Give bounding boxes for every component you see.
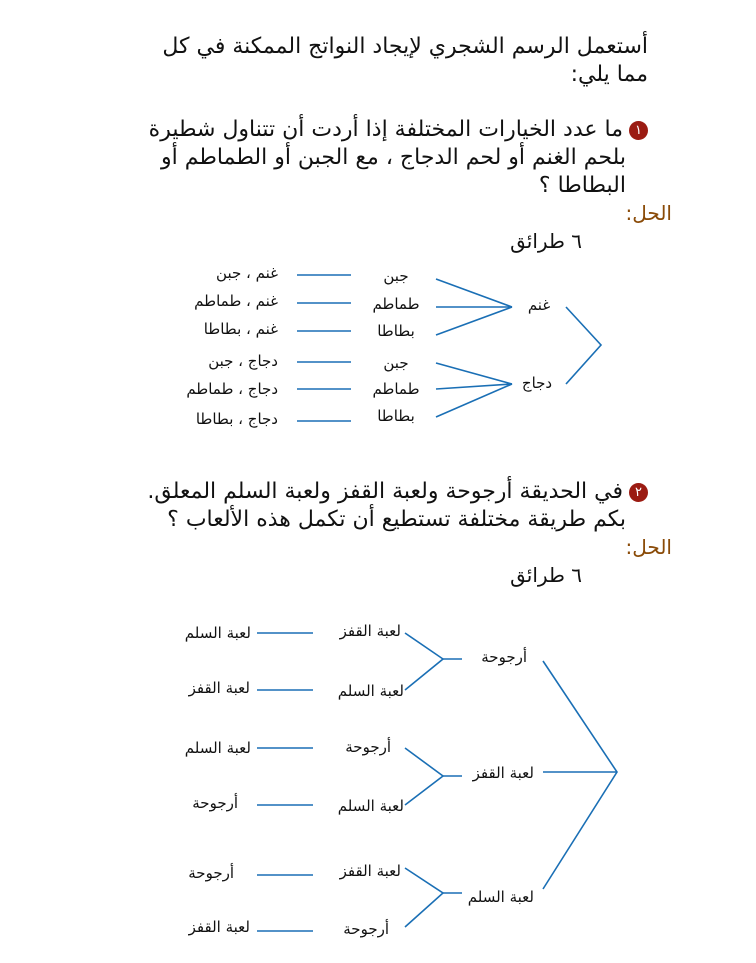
q1-outcome-6: دجاج ، بطاطا	[195, 410, 278, 428]
q1-branch-6: بطاطا	[377, 407, 415, 425]
q2-line-2: بكم طريقة مختلفة تستطيع أن تكمل هذه الألعاب ؟	[167, 507, 626, 532]
q1-branch-3: بطاطا	[377, 322, 415, 340]
q1-answer: ٦ طرائق	[510, 229, 582, 253]
q2-bracket-3	[405, 868, 443, 927]
q2-branch-1: لعبة القفز	[339, 622, 401, 640]
q2-answer: ٦ طرائق	[510, 563, 582, 587]
q1-outcome-3: غنم ، بطاطا	[203, 320, 278, 338]
q1-outcome-2: غنم ، طماطم	[194, 292, 278, 310]
q1-root-ghanam: غنم	[527, 296, 551, 314]
q1-outcome-5: دجاج ، طماطم	[186, 380, 278, 398]
q2-outcome-4: أرجوحة	[192, 794, 238, 812]
q1-branch-5: طماطم	[372, 380, 420, 398]
q2-branch-3: أرجوحة	[345, 738, 391, 756]
q2-branch-2: لعبة السلم	[337, 682, 404, 700]
q2-outcome-3: لعبة السلم	[184, 739, 251, 757]
q1-number-badge: ١	[629, 121, 648, 140]
q2-bracket-1	[405, 633, 443, 690]
q1-outcome-1: غنم ، جبن	[216, 264, 278, 282]
q2-root-bracket	[543, 661, 617, 889]
q1-root-dajaj: دجاج	[521, 374, 553, 392]
q1-text-1: ما عدد الخيارات المختلفة إذا أردت أن تتناول شطيرة	[148, 117, 623, 142]
q2-branch-4: لعبة السلم	[337, 797, 404, 815]
q2-root-1: أرجوحة	[481, 648, 527, 666]
q1-edge-ghanam-batata	[436, 307, 512, 335]
q1-edge-ghanam-jubn	[436, 279, 512, 307]
q1-branch-1: جبن	[383, 267, 409, 285]
intro-line-1: أستعمل الرسم الشجري لإيجاد النواتج الممكنة في كل	[162, 34, 648, 59]
q1-line-2: بلحم الغنم أو لحم الدجاج ، مع الجبن أو الطماطم أو	[161, 145, 626, 170]
q2-branch-6: أرجوحة	[343, 920, 389, 938]
q2-outcome-6: لعبة القفز	[188, 918, 250, 936]
q2-branch-5: لعبة القفز	[339, 862, 401, 880]
q2-root-2: لعبة القفز	[472, 764, 534, 782]
q2-outcome-2: لعبة القفز	[188, 679, 250, 697]
q2-outcome-5: أرجوحة	[188, 864, 234, 882]
q2-outcome-1: لعبة السلم	[184, 624, 251, 642]
q1-branch-4: جبن	[383, 354, 409, 372]
q2-bracket-2	[405, 748, 443, 805]
q1-branch-2: طماطم	[372, 295, 420, 313]
intro-line-2: مما يلي:	[570, 62, 648, 87]
q1-edge-dajaj-jubn	[436, 363, 512, 384]
q2-text-1: في الحديقة أرجوحة ولعبة القفز ولعبة السلم المعلق.	[147, 479, 623, 504]
q1-solution-label: الحل:	[625, 201, 672, 225]
q2-solution-label: الحل:	[625, 535, 672, 559]
q1-root-bracket	[566, 307, 601, 384]
q2-number-badge: ٢	[629, 483, 648, 502]
q1-outcome-4: دجاج ، جبن	[208, 352, 278, 370]
q1-line-3: البطاطا ؟	[538, 173, 626, 198]
q2-root-3: لعبة السلم	[467, 888, 534, 906]
